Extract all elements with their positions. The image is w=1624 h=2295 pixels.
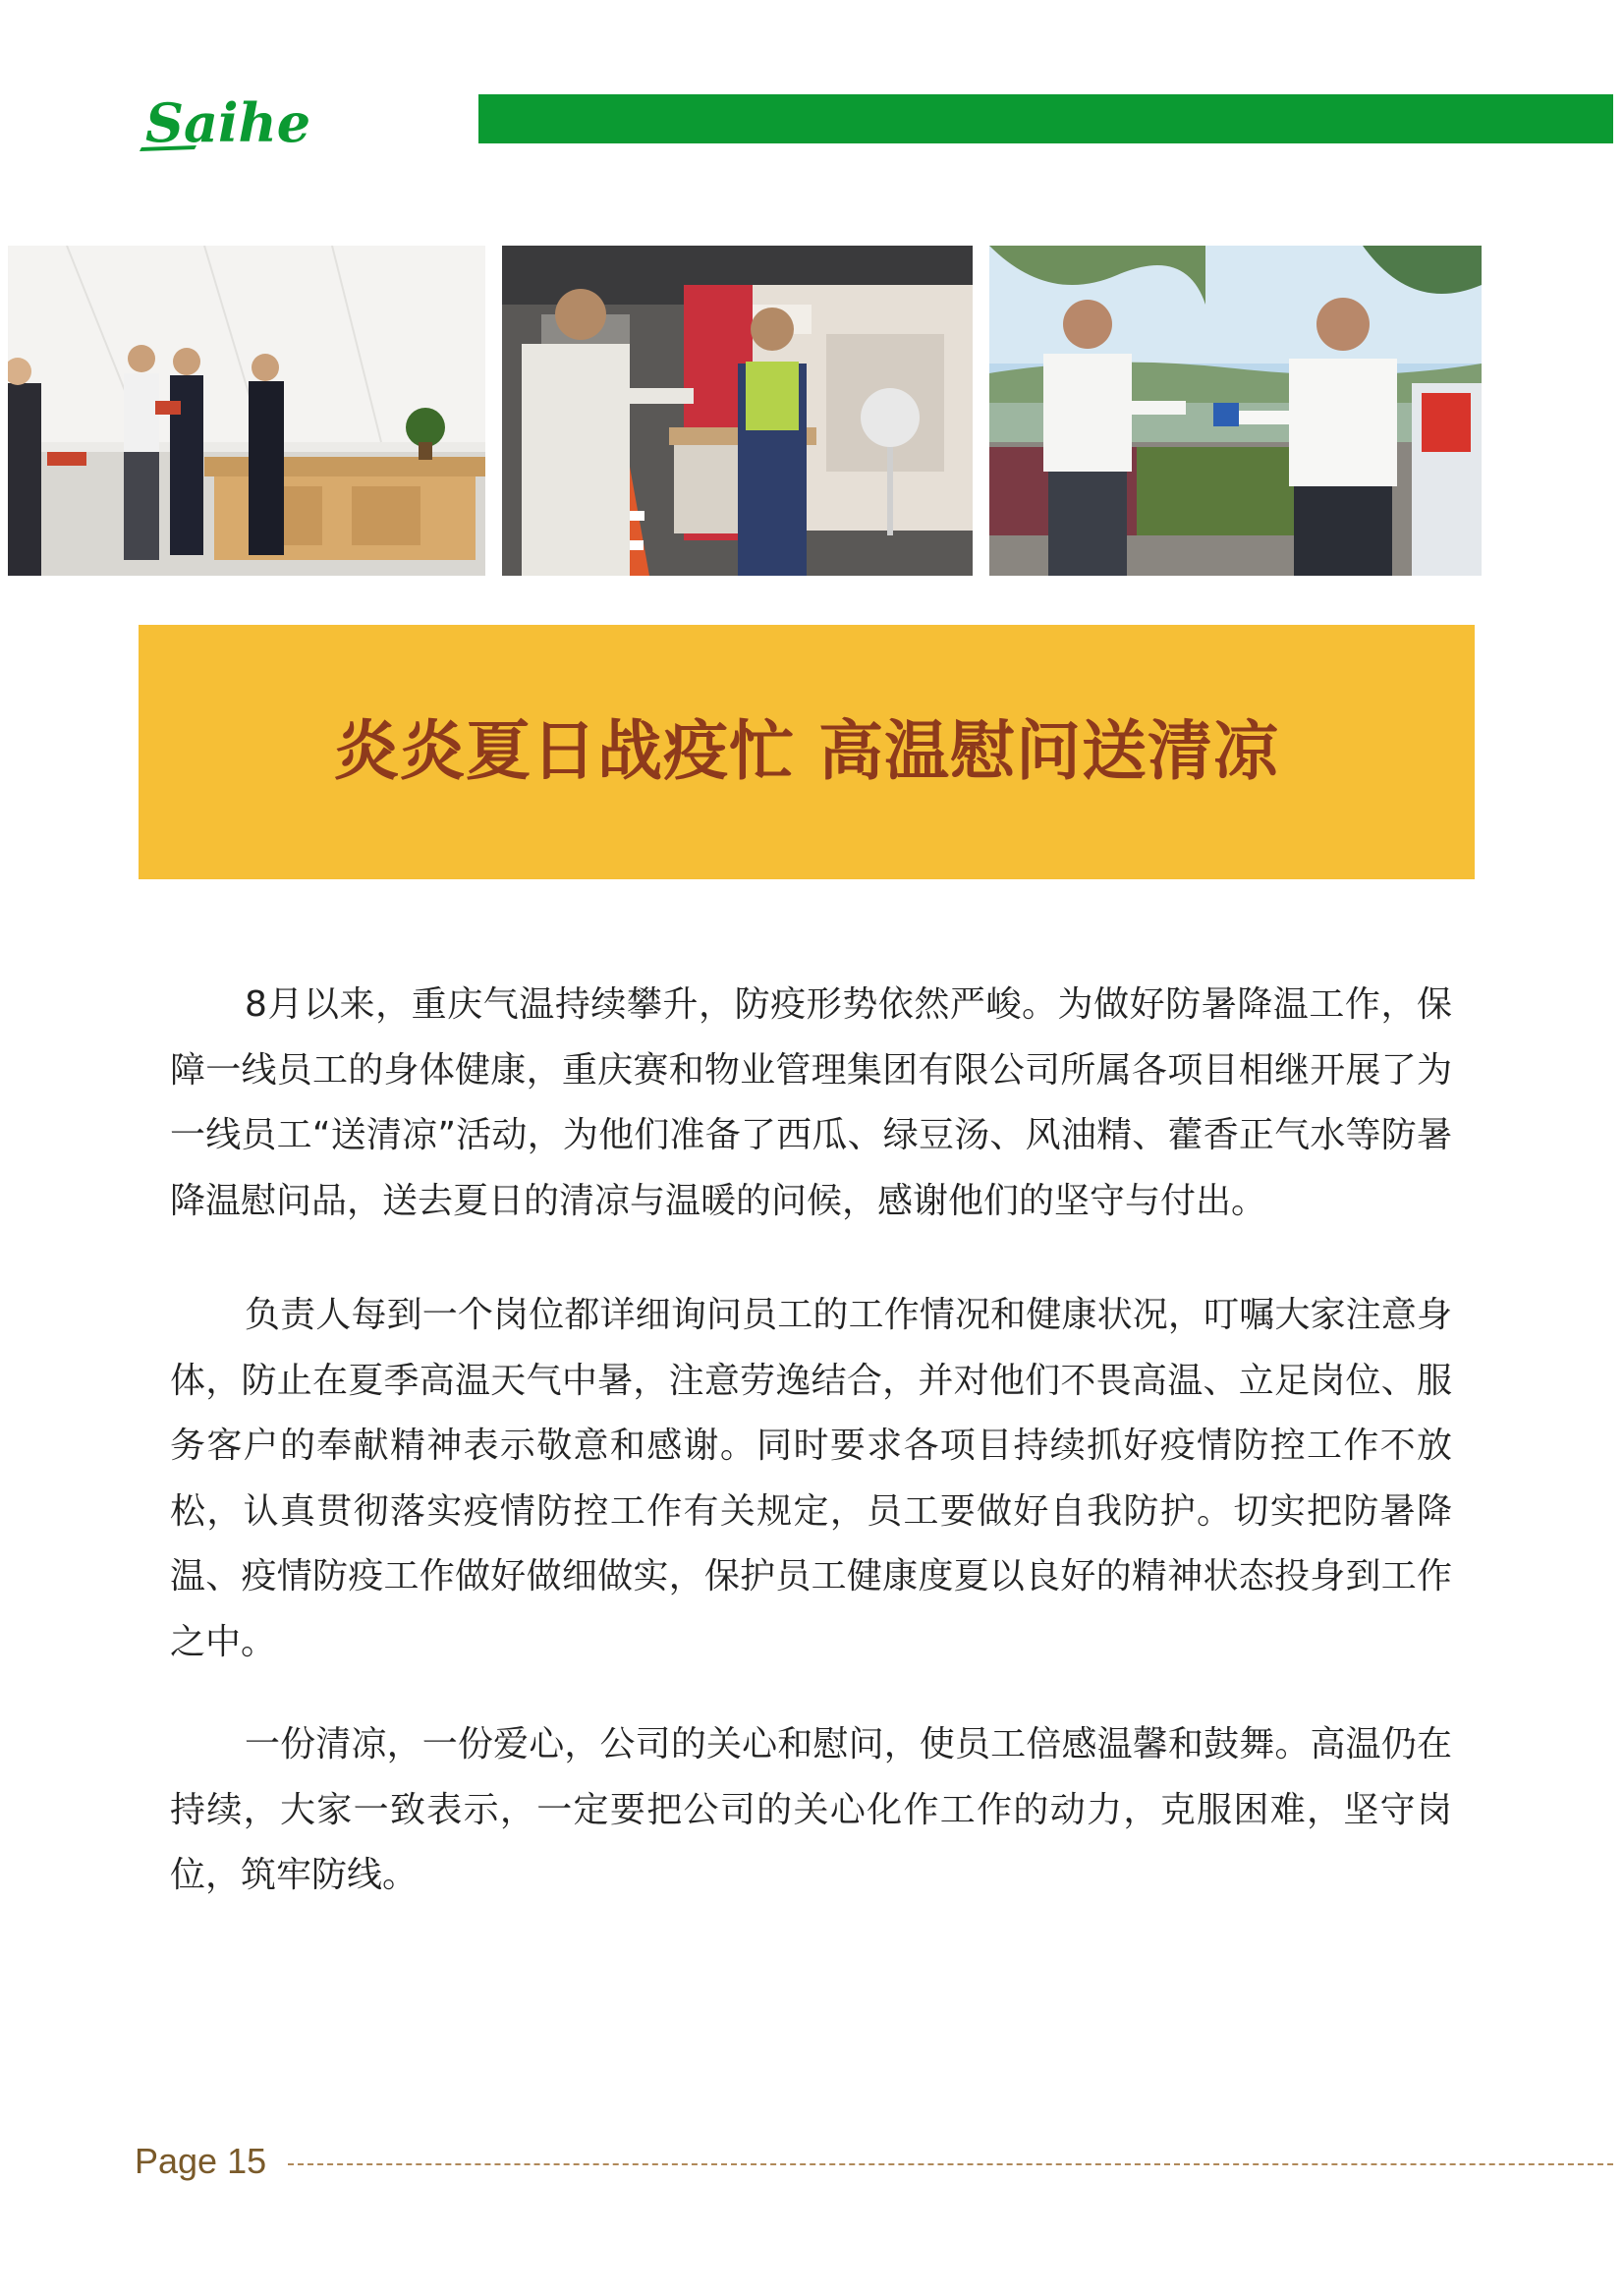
paragraph-3: 一份清凉，一份爱心，公司的关心和慰问，使员工倍感温馨和鼓舞。高温仍在持续，大家一致表示，一定要把公司的关心化作工作的动力，克服困难，坚守岗位，筑牢防线。: [170, 1724, 1452, 1895]
article-body: [170, 973, 1452, 1909]
header-bar: [478, 94, 1613, 143]
page-number: Page 15: [135, 2141, 267, 2181]
page-footer: [135, 2142, 1613, 2181]
photo-office-handover: [8, 246, 485, 576]
photo-strip: [8, 246, 1482, 576]
photo-outdoor-handover: [989, 246, 1482, 576]
footer-dashed-rule: [288, 2163, 1613, 2165]
article-title: 炎炎夏日战疫忙 高温慰问送清凉: [334, 713, 1279, 789]
photo-guard-booth-handover: [502, 246, 973, 576]
title-banner: [139, 625, 1475, 879]
saihe-logo: [138, 86, 344, 155]
paragraph-1: 8月以来，重庆气温持续攀升，防疫形势依然严峻。为做好防暑降温工作，保障一线员工的身体健康，重庆赛和物业管理集团有限公司所属各项目相继开展了为一线员工“送清凉”活动，为他们准备了西瓜、绿豆汤、风油精、藿香正气水等防暑降温慰问品，送去夏日的清凉与温暖的问候，感谢他们的坚守与付出。: [170, 984, 1452, 1221]
logo-text: Saihe: [145, 91, 311, 154]
paragraph-2: 负责人每到一个岗位都详细询问员工的工作情况和健康状况，叮嘱大家注意身体，防止在夏季高温天气中暑，注意劳逸结合，并对他们不畏高温、立足岗位、服务客户的奉献精神表示敬意和感谢。同时要求各项目持续抓好疫情防控工作不放松，认真贯彻落实疫情防控工作有关规定，员工要做好自我防护。切实把防暑降温、疫情防疫工作做好做细做实，保护员工健康度夏以良好的精神状态投身到工作之中。: [170, 1295, 1452, 1662]
